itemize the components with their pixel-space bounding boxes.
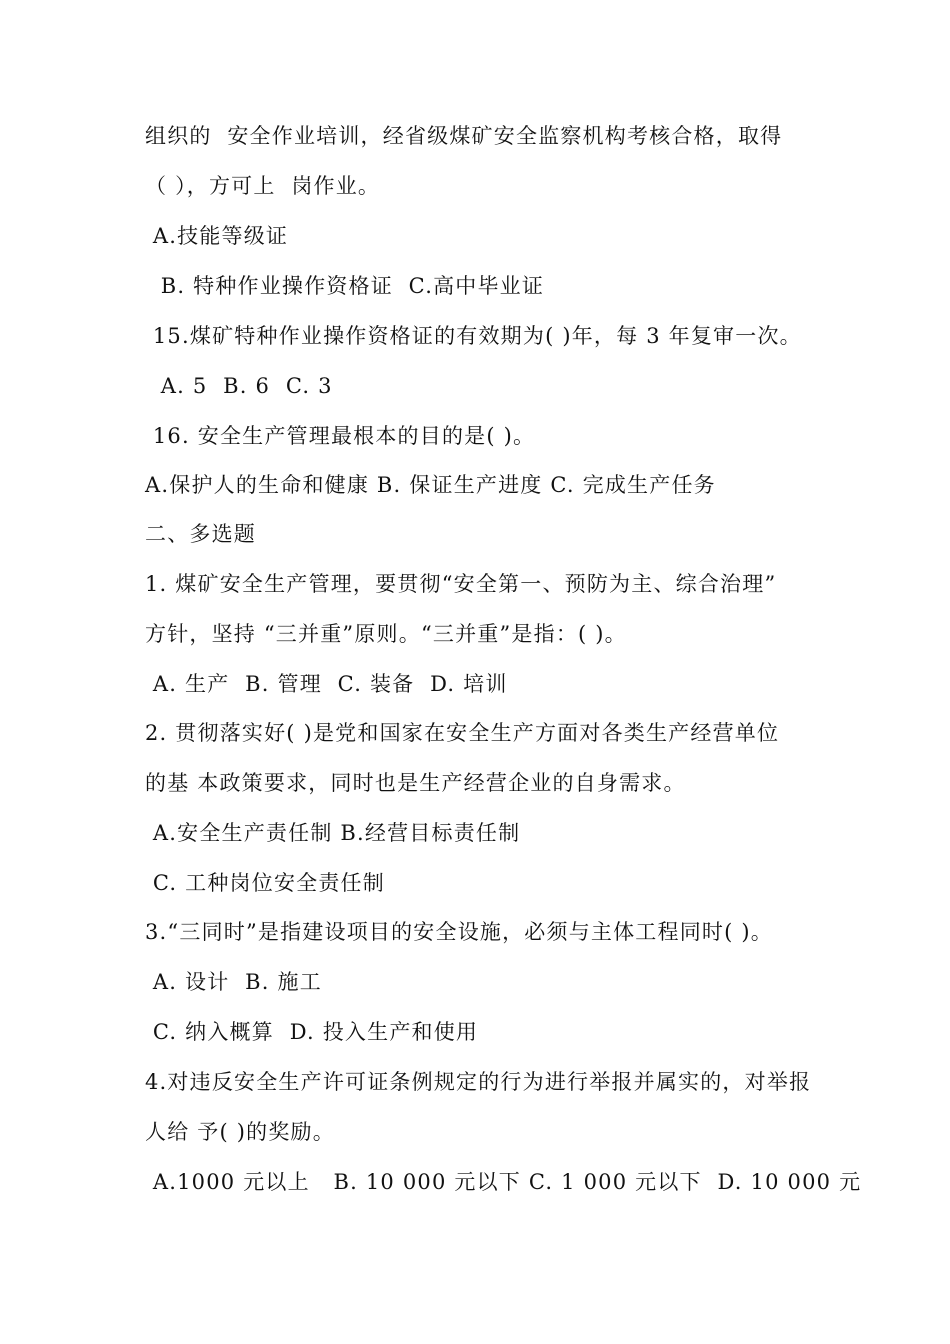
text-line: A.技能等级证 — [145, 224, 289, 248]
text-line: A.1000 元以上 B. 10 000 元以下 C. 1 000 元以下 D. 10 000 元 — [145, 1170, 862, 1194]
text-line: A.保护人的生命和健康 B. 保证生产进度 C. 完成生产任务 — [145, 473, 716, 497]
text-line: A. 5 B. 6 C. 3 — [145, 374, 333, 398]
text-line: 4.对违反安全生产许可证条例规定的行为进行举报并属实的，对举报 — [145, 1070, 812, 1094]
text-line: C. 工种岗位安全责任制 — [145, 871, 385, 895]
text-line: A.安全生产责任制 B.经营目标责任制 — [145, 821, 521, 845]
text-line: 2. 贯彻落实好( )是党和国家在安全生产方面对各类生产经营单位 — [145, 721, 780, 745]
text-line: 方针，坚持 “三并重”原则。“三并重”是指：( )。 — [145, 622, 627, 646]
text-line: A. 设计 B. 施工 — [145, 970, 322, 994]
text-line: 人给 予( )的奖励。 — [145, 1120, 335, 1144]
text-line: （ ），方可上 岗作业。 — [145, 174, 381, 198]
text-line: 1. 煤矿安全生产管理，要贯彻“安全第一、预防为主、综合治理” — [145, 572, 777, 596]
text-line: 16. 安全生产管理最根本的目的是( )。 — [145, 424, 536, 448]
text-line: C. 纳入概算 D. 投入生产和使用 — [145, 1020, 479, 1044]
text-line: 的基 本政策要求，同时也是生产经营企业的自身需求。 — [145, 771, 686, 795]
text-line: 15.煤矿特种作业操作资格证的有效期为( )年，每 3 年复审一次。 — [145, 324, 802, 348]
text-line: 3.“三同时”是指建设项目的安全设施，必须与主体工程同时( )。 — [145, 920, 773, 944]
section-heading: 二、多选题 — [145, 522, 256, 546]
text-line: B. 特种作业操作资格证 C.高中毕业证 — [145, 274, 545, 298]
text-line: 组织的 安全作业培训，经省级煤矿安全监察机构考核合格，取得 — [145, 124, 783, 148]
text-line: A. 生产 B. 管理 C. 装备 D. 培训 — [145, 672, 508, 696]
